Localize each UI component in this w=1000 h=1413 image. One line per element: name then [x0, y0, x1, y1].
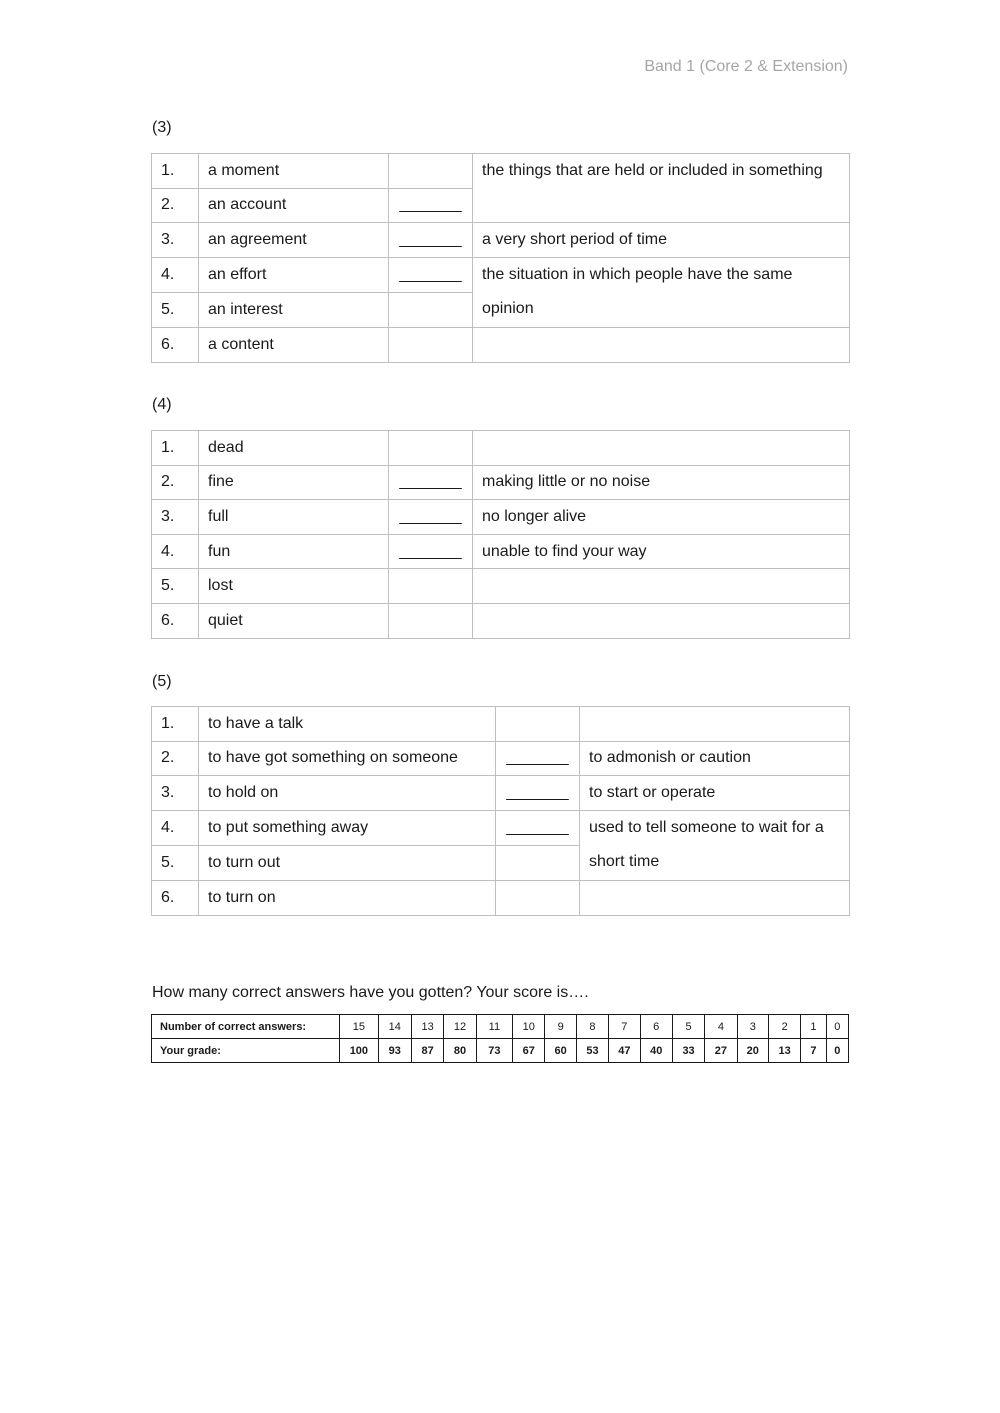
definition: used to tell someone to wait for a short time: [580, 810, 850, 880]
answer-blank[interactable]: [389, 431, 473, 466]
definition-empty: [473, 431, 850, 466]
item-word: an effort: [199, 257, 389, 292]
definition: the things that are held or included in something: [473, 154, 850, 223]
item-number: 2.: [152, 188, 199, 223]
item-number: 3.: [152, 776, 199, 811]
item-word: an interest: [199, 292, 389, 327]
definition-empty: [473, 569, 850, 604]
page-header: Band 1 (Core 2 & Extension): [644, 58, 848, 75]
table-row: [152, 257, 850, 292]
item-word: a content: [199, 327, 389, 362]
correct-count: 14: [378, 1015, 411, 1039]
table-row: [152, 603, 850, 638]
answer-blank[interactable]: [496, 707, 580, 742]
answer-blank[interactable]: _______: [389, 188, 473, 223]
table-row: [152, 534, 850, 569]
answer-blank[interactable]: [496, 845, 580, 880]
answer-blank[interactable]: _______: [389, 465, 473, 500]
item-number: 5.: [152, 292, 199, 327]
item-number: 1.: [152, 431, 199, 466]
item-word: quiet: [199, 603, 389, 638]
definition: to admonish or caution: [580, 741, 850, 776]
section-3-title: (3): [152, 119, 172, 136]
item-word: an agreement: [199, 223, 389, 258]
grade-label: Your grade:: [152, 1039, 340, 1063]
item-number: 2.: [152, 465, 199, 500]
definition-empty: [580, 880, 850, 915]
correct-count: 7: [609, 1015, 640, 1039]
correct-count: 15: [340, 1015, 378, 1039]
correct-answers-label: Number of correct answers:: [152, 1015, 340, 1039]
grade-value: 13: [768, 1039, 800, 1063]
definition: unable to find your way: [473, 534, 850, 569]
correct-count: 1: [801, 1015, 826, 1039]
item-word: an account: [199, 188, 389, 223]
item-word: full: [199, 500, 389, 535]
grade-value: 100: [340, 1039, 378, 1063]
item-word: to have a talk: [199, 707, 496, 742]
answer-blank[interactable]: _______: [496, 810, 580, 845]
answer-blank[interactable]: _______: [496, 776, 580, 811]
table-row: [152, 154, 850, 189]
table-row: [152, 776, 850, 811]
answer-blank[interactable]: [389, 154, 473, 189]
item-word: lost: [199, 569, 389, 604]
table-row: [152, 569, 850, 604]
answer-blank[interactable]: _______: [496, 741, 580, 776]
grade-value: 67: [513, 1039, 545, 1063]
item-number: 5.: [152, 845, 199, 880]
correct-count: 0: [826, 1015, 848, 1039]
table-row: [152, 741, 850, 776]
answer-blank[interactable]: [389, 569, 473, 604]
grade-value: 47: [609, 1039, 640, 1063]
item-number: 6.: [152, 880, 199, 915]
item-word: fine: [199, 465, 389, 500]
table-row: [152, 431, 850, 466]
item-word: dead: [199, 431, 389, 466]
correct-count: 4: [705, 1015, 737, 1039]
correct-count: 2: [768, 1015, 800, 1039]
item-word: to put something away: [199, 810, 496, 845]
answer-blank[interactable]: _______: [389, 500, 473, 535]
item-word: fun: [199, 534, 389, 569]
answer-blank[interactable]: _______: [389, 257, 473, 292]
answer-blank[interactable]: [496, 880, 580, 915]
grade-value: 20: [737, 1039, 768, 1063]
table-row: [152, 327, 850, 362]
correct-count: 13: [411, 1015, 443, 1039]
grade-value: 53: [576, 1039, 608, 1063]
score-table: [151, 1014, 849, 1063]
answer-blank[interactable]: [389, 327, 473, 362]
answer-blank[interactable]: [389, 292, 473, 327]
table-row: [152, 810, 850, 845]
item-word: to turn on: [199, 880, 496, 915]
section-5-title: (5): [152, 673, 172, 690]
item-word: to hold on: [199, 776, 496, 811]
section-4-table: [151, 430, 850, 639]
definition-empty: [473, 603, 850, 638]
item-number: 4.: [152, 810, 199, 845]
item-word: a moment: [199, 154, 389, 189]
table-row: [152, 223, 850, 258]
answer-blank[interactable]: [389, 603, 473, 638]
grade-row: [152, 1039, 849, 1063]
table-row: [152, 465, 850, 500]
correct-count: 10: [513, 1015, 545, 1039]
correct-count: 11: [476, 1015, 512, 1039]
score-question: How many correct answers have you gotten? Your score is….: [152, 984, 589, 1001]
grade-value: 87: [411, 1039, 443, 1063]
item-number: 6.: [152, 327, 199, 362]
correct-count: 8: [576, 1015, 608, 1039]
item-number: 3.: [152, 500, 199, 535]
item-word: to have got something on someone: [199, 741, 496, 776]
item-number: 5.: [152, 569, 199, 604]
grade-value: 80: [444, 1039, 476, 1063]
definition: making little or no noise: [473, 465, 850, 500]
table-row: [152, 707, 850, 742]
section-5-table: [151, 706, 850, 916]
grade-value: 73: [476, 1039, 512, 1063]
item-number: 1.: [152, 707, 199, 742]
item-number: 1.: [152, 154, 199, 189]
definition: no longer alive: [473, 500, 850, 535]
grade-value: 33: [672, 1039, 704, 1063]
definition-empty: [580, 707, 850, 742]
grade-value: 7: [801, 1039, 826, 1063]
definition-empty: [473, 327, 850, 362]
table-row: [152, 880, 850, 915]
answer-blank[interactable]: _______: [389, 223, 473, 258]
correct-count: 3: [737, 1015, 768, 1039]
section-3-table: [151, 153, 850, 363]
item-number: 6.: [152, 603, 199, 638]
answer-blank[interactable]: _______: [389, 534, 473, 569]
correct-count: 12: [444, 1015, 476, 1039]
section-4-title: (4): [152, 396, 172, 413]
grade-value: 0: [826, 1039, 848, 1063]
item-number: 4.: [152, 257, 199, 292]
grade-value: 27: [705, 1039, 737, 1063]
correct-count: 9: [545, 1015, 576, 1039]
correct-count: 6: [640, 1015, 672, 1039]
correct-count: 5: [672, 1015, 704, 1039]
definition: a very short period of time: [473, 223, 850, 258]
grade-value: 60: [545, 1039, 576, 1063]
grade-value: 93: [378, 1039, 411, 1063]
item-number: 4.: [152, 534, 199, 569]
grade-value: 40: [640, 1039, 672, 1063]
item-word: to turn out: [199, 845, 496, 880]
item-number: 3.: [152, 223, 199, 258]
definition: to start or operate: [580, 776, 850, 811]
table-row: [152, 500, 850, 535]
correct-answers-row: [152, 1015, 849, 1039]
definition: the situation in which people have the same opinion: [473, 257, 850, 327]
item-number: 2.: [152, 741, 199, 776]
